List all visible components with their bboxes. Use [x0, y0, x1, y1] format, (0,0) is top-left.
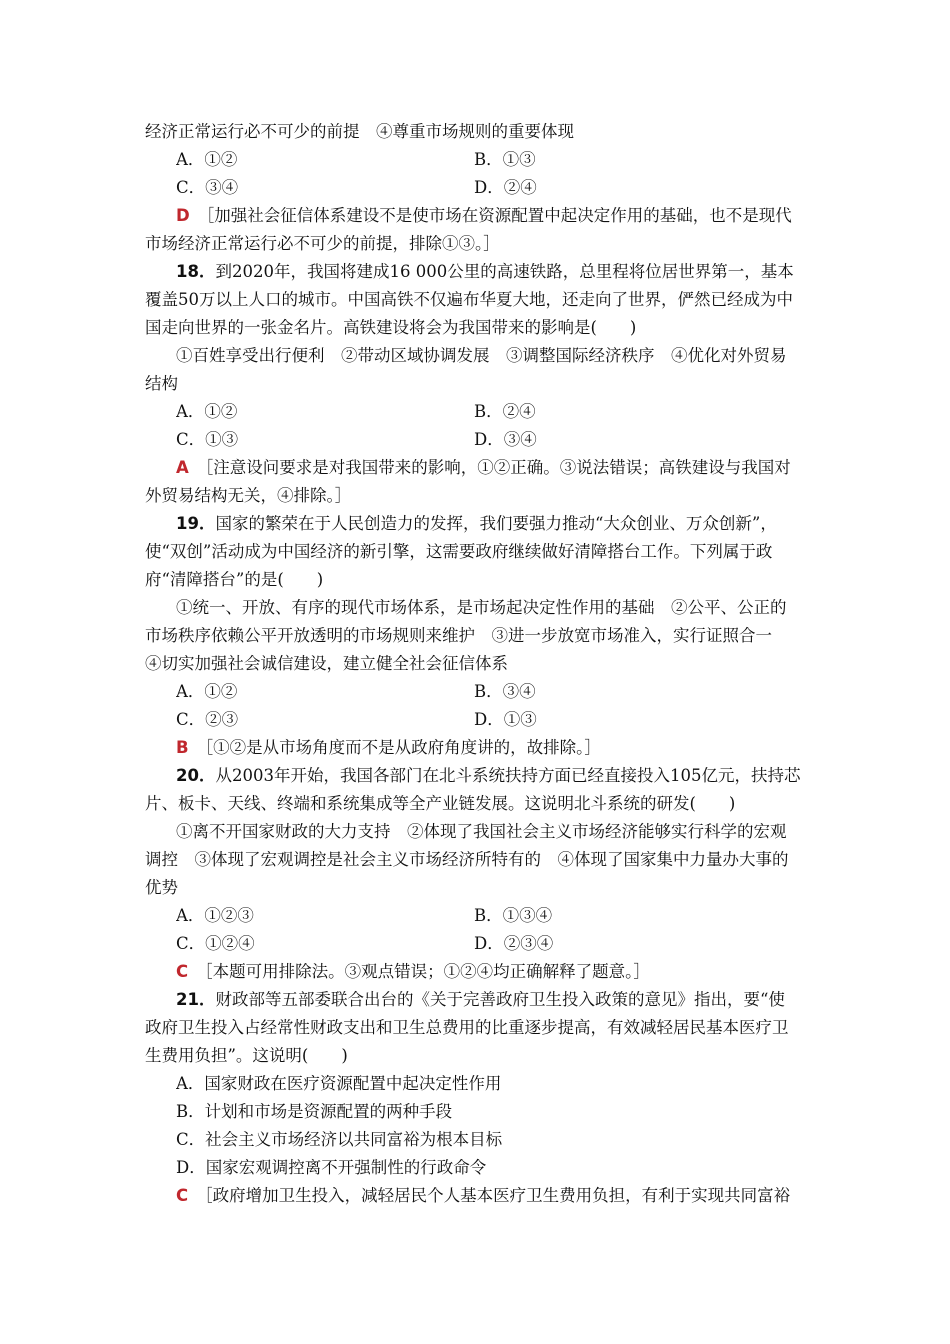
q19-items-cont-2: ④切实加强社会诚信建设，建立健全社会征信体系: [145, 654, 508, 673]
q18-items-cont: 结构: [145, 374, 178, 393]
q20-stem: [176, 762, 810, 790]
q17-explanation-text: ［加强社会征信体系建设不是使市场在资源配置中起决定作用的基础，也不是现代: [197, 206, 792, 225]
q17-stem-tail: 经济正常运行必不可少的前提 ④尊重市场规则的重要体现: [145, 122, 574, 141]
q19-answer-label: B: [176, 738, 189, 757]
q21-stem-line-3: 生费用负担”。这说明( ): [145, 1046, 348, 1065]
q18-stem-text: 到2020年，我国将建成16 000公里的高速铁路，总里程将位居世界第一，基本: [215, 262, 794, 281]
q20-items-cont-2: 优势: [145, 878, 178, 897]
q20-explanation-text: ［本题可用排除法。③观点错误；①②④均正确解释了题意。］: [196, 962, 650, 981]
q18-items: ①百姓享受出行便利 ②带动区域协调发展 ③调整国际经济秩序 ④优化对外贸易: [176, 346, 787, 365]
q21-answer-label: C: [176, 1186, 189, 1205]
q20-stem-text: 从2003年开始，我国各部门在北斗系统扶持方面已经直接投入105亿元，扶持芯: [215, 766, 801, 785]
q19-items-cont-1: 市场秩序依赖公平开放透明的市场规则来维护 ③进一步放宽市场准入，实行证照合一: [145, 626, 772, 645]
q17-explanation-cont: 市场经济正常运行必不可少的前提，排除①③。］: [145, 234, 500, 253]
q18-option-b: B．②④: [474, 402, 536, 421]
q20-option-b: B．①③④: [474, 906, 553, 925]
q21-number: 21．: [176, 990, 216, 1009]
q18-explanation: [176, 454, 810, 482]
q19-explanation-text: ［①②是从市场角度而不是从政府角度讲的，故排除。］: [196, 738, 601, 757]
q20-option-d: D．②③④: [474, 934, 554, 953]
q17-option-d: D．②④: [474, 178, 537, 197]
q18-option-c: C．①③: [176, 430, 239, 449]
q18-explanation-cont: 外贸易结构无关，④排除。］: [145, 486, 352, 505]
q18-number: 18．: [176, 262, 216, 281]
q21-stem-text: 财政部等五部委联合出台的《关于完善政府卫生投入政策的意见》指出，要“使: [215, 990, 785, 1009]
q19-stem: [176, 510, 810, 538]
q19-option-c: C．②③: [176, 710, 239, 729]
q20-option-a: A．①②③: [176, 906, 254, 925]
q21-stem-line-2: 政府卫生投入占经常性财政支出和卫生总费用的比重逐步提高，有效减轻居民基本医疗卫: [145, 1018, 789, 1037]
q19-stem-line-3: 府“清障搭台”的是( ): [145, 570, 324, 589]
q18-stem-line-3: 国走向世界的一张金名片。高铁建设将会为我国带来的影响是( ): [145, 318, 637, 337]
q19-option-b: B．③④: [474, 682, 536, 701]
q20-items-cont-1: 调控 ③体现了宏观调控是社会主义市场经济所特有的 ④体现了国家集中力量办大事的: [145, 850, 789, 869]
q19-stem-line-2: 使“双创”活动成为中国经济的新引擎，这需要政府继续做好清障搭台工作。下列属于政: [145, 542, 773, 561]
q21-option-c: C．社会主义市场经济以共同富裕为根本目标: [176, 1130, 503, 1149]
q19-option-d: D．①③: [474, 710, 537, 729]
q21-option-d: D．国家宏观调控离不开强制性的行政命令: [176, 1158, 487, 1177]
q20-items: ①离不开国家财政的大力支持 ②体现了我国社会主义市场经济能够实行科学的宏观: [176, 822, 787, 841]
q19-option-a: A．①②: [176, 682, 238, 701]
q17-option-b: B．①③: [474, 150, 536, 169]
q20-option-c: C．①②④: [176, 934, 255, 953]
q21-stem: [176, 986, 810, 1014]
q21-explanation-text: ［政府增加卫生投入，减轻居民个人基本医疗卫生费用负担，有利于实现共同富裕: [196, 1186, 791, 1205]
q18-stem: [176, 258, 810, 286]
q18-option-d: D．③④: [474, 430, 537, 449]
q19-explanation: [176, 734, 810, 762]
q20-explanation: [176, 958, 810, 986]
q18-option-a: A．①②: [176, 402, 238, 421]
q17-option-a: A．①②: [176, 150, 238, 169]
q21-option-b: B．计划和市场是资源配置的两种手段: [176, 1102, 453, 1121]
q17-answer-label: D: [176, 206, 190, 225]
q18-explanation-text: ［注意设问要求是对我国带来的影响，①②正确。③说法错误；高铁建设与我国对: [196, 458, 791, 477]
q21-option-a: A．国家财政在医疗资源配置中起决定性作用: [176, 1074, 502, 1093]
q19-items: ①统一、开放、有序的现代市场体系，是市场起决定性作用的基础 ②公平、公正的: [176, 598, 787, 617]
q17-option-c: C．③④: [176, 178, 239, 197]
q20-stem-line-2: 片、板卡、天线、终端和系统集成等全产业链发展。这说明北斗系统的研发( ): [145, 794, 736, 813]
q21-explanation: [176, 1182, 810, 1210]
q19-number: 19．: [176, 514, 216, 533]
q19-stem-text: 国家的繁荣在于人民创造力的发挥，我们要强力推动“大众创业、万众创新”，: [215, 514, 777, 533]
q18-answer-label: A: [176, 458, 189, 477]
q20-answer-label: C: [176, 962, 189, 981]
q18-stem-line-2: 覆盖50万以上人口的城市。中国高铁不仅遍布华夏大地，还走向了世界，俨然已经成为中: [145, 290, 793, 309]
q20-number: 20．: [176, 766, 216, 785]
q17-explanation: [176, 202, 810, 230]
